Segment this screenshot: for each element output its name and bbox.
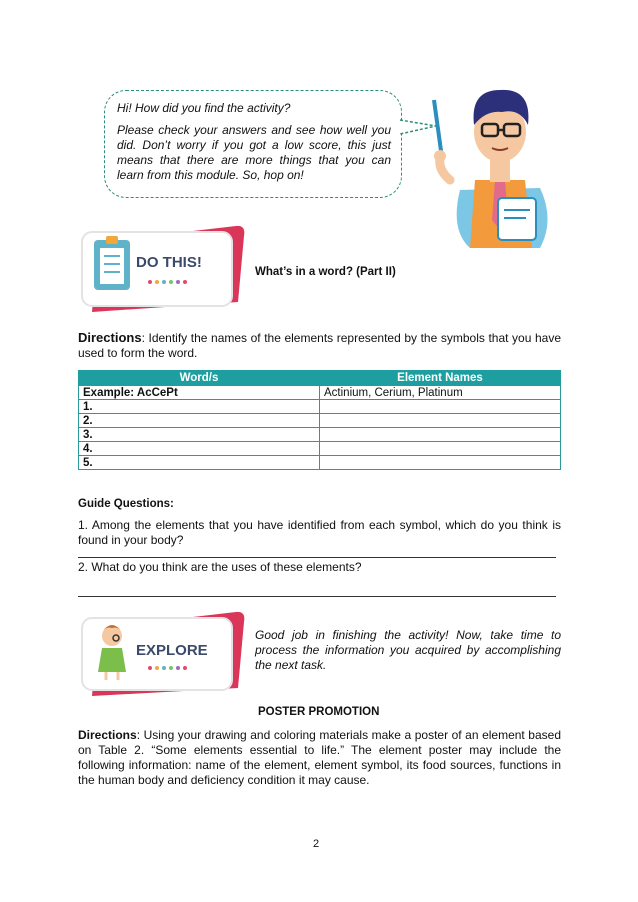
table-cell: 1. (79, 400, 320, 414)
page-number: 2 (313, 838, 320, 850)
table-cell: Example: AcCePt (79, 386, 320, 400)
answer-line-1 (78, 557, 556, 558)
directions-text: : Identify the names of the elements represented by the symbols that you have used to form the word. (78, 331, 561, 360)
element-names-table (78, 370, 561, 470)
poster-title: POSTER PROMOTION (258, 706, 380, 718)
table-cell: 5. (79, 456, 320, 470)
table-cell (320, 456, 561, 470)
table-row (79, 400, 561, 414)
table-header: Word/s (79, 371, 320, 386)
guide-question-2: 2. What do you think are the uses of these elements? (78, 560, 362, 574)
teacher-illustration (420, 80, 570, 250)
table-cell: Actinium, Cerium, Platinum (320, 386, 561, 400)
explore-badge: EXPLORE (136, 642, 208, 659)
table-row (79, 386, 561, 400)
poster-directions (78, 728, 561, 788)
poster-directions-label: Directions (78, 728, 137, 742)
table-cell: 3. (79, 428, 320, 442)
table-header-row (79, 371, 561, 386)
answer-line-2 (78, 596, 556, 597)
table-row (79, 428, 561, 442)
table-cell (320, 428, 561, 442)
activity-title: What’s in a word? (Part II) (255, 266, 396, 278)
do-this-badge: DO THIS! (136, 254, 202, 271)
speech-line-2: Please check your answers and see how well you did. Don’t worry if you got a low score, this just means that there are more things that you can learn from this module. So, hop on! (117, 123, 391, 182)
table-cell (320, 400, 561, 414)
speech-bubble (104, 90, 402, 198)
speech-line-1: Hi! How did you find the activity? (117, 101, 291, 115)
table-row (79, 456, 561, 470)
table-cell (320, 414, 561, 428)
table-row (79, 442, 561, 456)
directions-label: Directions (78, 330, 142, 345)
table-header: Element Names (320, 371, 561, 386)
table-cell: 2. (79, 414, 320, 428)
guide-heading: Guide Questions: (78, 498, 174, 510)
directions-paragraph (78, 330, 561, 361)
table-cell (320, 442, 561, 456)
table-row (79, 414, 561, 428)
explore-text: Good job in finishing the activity! Now, take time to process the information you acquired by accomplishing the next task. (255, 628, 561, 672)
guide-question-1: 1. Among the elements that you have identified from each symbol, which do you think is found in your body? (78, 518, 561, 547)
table-cell: 4. (79, 442, 320, 456)
poster-directions-text: : Using your drawing and coloring materials make a poster of an element based on Table 2. “Some elements essential to life.” The element poster may include the following information: name of the element, element symbol, its food sources, functions in the human body and deficiency condition it may cause. (78, 728, 561, 787)
